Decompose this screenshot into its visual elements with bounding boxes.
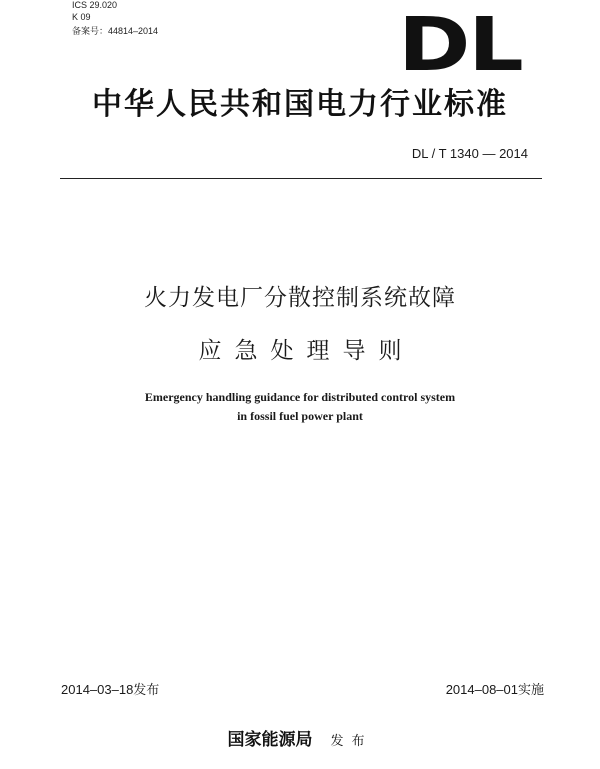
ics-code: ICS 29.020 — [72, 0, 118, 10]
chinese-title-line-1: 火力发电厂分散控制系统故障 — [144, 285, 456, 311]
dl-logo: DL — [398, 2, 522, 88]
chinese-title-line-2: 应急处理导则 — [198, 338, 415, 364]
header-divider — [60, 178, 542, 179]
category-code: K 09 — [72, 12, 91, 22]
english-title-line-1: Emergency handling guidance for distributed control system — [144, 390, 456, 404]
filing-number: 备案号：44814–2014 — [72, 26, 159, 36]
issue-action: 发布 — [330, 734, 373, 749]
issuer-block — [0, 729, 600, 753]
english-title-line-2: in fossil fuel power plant — [237, 409, 363, 423]
issuer-name: 国家能源局 — [227, 730, 313, 750]
issue-date: 2014–03–18发布 — [61, 682, 160, 697]
standard-code: DL / T 1340 — 2014 — [411, 146, 528, 161]
implementation-date: 2014–08–01实施 — [445, 682, 544, 697]
standard-type-title: 中华人民共和国电力行业标准 — [92, 87, 508, 122]
